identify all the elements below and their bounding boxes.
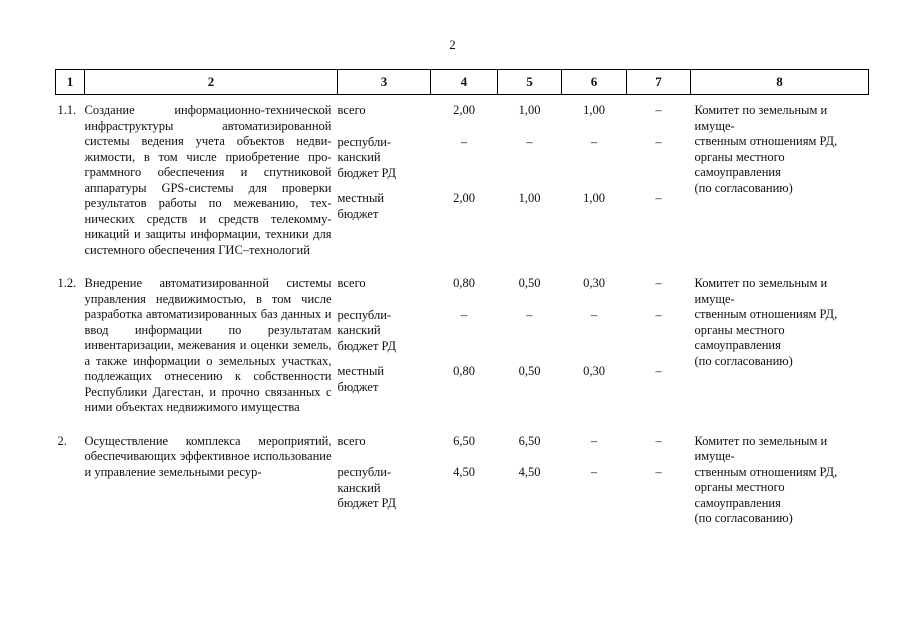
value-block bbox=[627, 364, 691, 395]
funding-source-label: бюджет РД bbox=[337, 165, 397, 180]
funding-source-label: всего bbox=[337, 433, 366, 448]
responsible-line: ственным отношениям РД, bbox=[694, 464, 838, 479]
amount-value: – bbox=[655, 465, 662, 479]
responsible-line: органы местного самоуправления bbox=[694, 480, 785, 510]
header-col-4: 4 bbox=[431, 70, 498, 95]
row-number: 1.2. bbox=[57, 276, 77, 290]
funding-source-label: бюджет bbox=[337, 206, 379, 221]
amount-value: 6,50 bbox=[453, 433, 475, 448]
value-block bbox=[562, 191, 627, 222]
value-block bbox=[627, 191, 691, 222]
funding-source-label: всего bbox=[337, 103, 366, 117]
funding-sources-cell bbox=[338, 426, 431, 527]
value-block bbox=[627, 135, 691, 182]
funding-source-label: республи- bbox=[337, 465, 392, 479]
amount-value: – bbox=[655, 276, 662, 290]
table-row bbox=[56, 95, 869, 269]
amount-value: 6,50 bbox=[518, 433, 541, 448]
funding-sources-cell bbox=[338, 95, 431, 269]
responsible-line: ственным отношениям РД, bbox=[694, 134, 838, 148]
funding-source-label: республи- bbox=[337, 307, 392, 322]
value-cell-c6 bbox=[562, 426, 627, 527]
responsible-line: органы местного самоуправления bbox=[694, 322, 785, 352]
value-cell-c5 bbox=[498, 268, 562, 426]
funding-source-label: всего bbox=[337, 276, 366, 290]
amount-value: 0,50 bbox=[518, 276, 541, 290]
funding-source-label: канский bbox=[337, 323, 381, 337]
responsible-line: ственным отношениям РД, bbox=[694, 307, 838, 321]
funding-source bbox=[338, 465, 431, 512]
amount-value: – bbox=[590, 465, 598, 479]
row-number: 1.1. bbox=[57, 103, 77, 117]
value-block bbox=[498, 191, 562, 222]
budget-table bbox=[55, 69, 869, 527]
table-body bbox=[56, 95, 869, 527]
table-row bbox=[56, 426, 869, 527]
value-cell-c4 bbox=[431, 426, 498, 527]
value-block bbox=[627, 465, 691, 512]
amount-value: 0,50 bbox=[518, 364, 541, 378]
value-cell-c6 bbox=[562, 268, 627, 426]
value-block bbox=[562, 465, 627, 512]
value-block bbox=[431, 276, 498, 292]
value-block bbox=[431, 135, 498, 182]
header-col-6: 6 bbox=[562, 70, 627, 95]
value-block bbox=[627, 434, 691, 450]
value-cell-c7 bbox=[627, 426, 691, 527]
funding-source-label: бюджет bbox=[337, 379, 379, 394]
funding-source bbox=[338, 191, 431, 222]
funding-source bbox=[338, 434, 431, 450]
responsible-party bbox=[691, 426, 869, 527]
responsible-line: органы местного самоуправления bbox=[694, 149, 785, 179]
header-col-5: 5 bbox=[498, 70, 562, 95]
row-number: 2. bbox=[57, 433, 67, 448]
amount-value: – bbox=[655, 134, 662, 149]
amount-value: 1,00 bbox=[518, 191, 541, 205]
responsible-line: Комитет по земельным и имуще- bbox=[694, 433, 828, 463]
funding-source bbox=[338, 308, 431, 355]
amount-value: 0,80 bbox=[453, 276, 475, 290]
table-row bbox=[56, 268, 869, 426]
responsible-party bbox=[691, 268, 869, 426]
header-row bbox=[56, 70, 869, 95]
value-cell-c5 bbox=[498, 95, 562, 269]
value-cell-c6 bbox=[562, 95, 627, 269]
funding-source-label: республи- bbox=[337, 134, 392, 149]
header-col-3: 3 bbox=[338, 70, 431, 95]
value-block bbox=[431, 364, 498, 395]
amount-value: 0,30 bbox=[583, 364, 605, 378]
value-block bbox=[431, 434, 498, 450]
value-cell-c4 bbox=[431, 95, 498, 269]
amount-value: 0,80 bbox=[453, 364, 475, 378]
header-col-1: 1 bbox=[56, 70, 85, 95]
amount-value: 4,50 bbox=[453, 465, 475, 479]
value-block bbox=[498, 465, 562, 512]
row-description: Осуществление комплекса мероприятий, обеспечивающих эффективное использование и управление земельными ресур- bbox=[84, 433, 332, 479]
funding-source-label: местный bbox=[337, 364, 385, 378]
funding-source bbox=[338, 364, 431, 395]
header-col-7: 7 bbox=[627, 70, 691, 95]
value-block bbox=[498, 135, 562, 182]
amount-value: – bbox=[655, 191, 662, 205]
amount-value: – bbox=[655, 103, 662, 117]
amount-value: – bbox=[590, 307, 598, 322]
header-col-2: 2 bbox=[85, 70, 338, 95]
funding-sources-cell bbox=[338, 268, 431, 426]
value-cell-c4 bbox=[431, 268, 498, 426]
amount-value: – bbox=[526, 134, 533, 149]
value-block bbox=[431, 191, 498, 222]
amount-value: – bbox=[590, 134, 598, 149]
value-block bbox=[498, 103, 562, 119]
header-col-8: 8 bbox=[691, 70, 869, 95]
amount-value: – bbox=[655, 433, 662, 448]
value-block bbox=[431, 465, 498, 512]
funding-source bbox=[338, 135, 431, 182]
amount-value: – bbox=[590, 433, 598, 448]
value-block bbox=[562, 308, 627, 355]
value-cell-c5 bbox=[498, 426, 562, 527]
value-block bbox=[627, 308, 691, 355]
value-block bbox=[627, 103, 691, 119]
amount-value: 2,00 bbox=[453, 103, 475, 117]
funding-source-label: бюджет РД bbox=[337, 338, 397, 353]
value-block bbox=[562, 434, 627, 450]
value-block bbox=[562, 103, 627, 119]
value-block bbox=[498, 276, 562, 292]
funding-source bbox=[338, 276, 431, 292]
funding-source bbox=[338, 103, 431, 119]
amount-value: – bbox=[655, 307, 662, 322]
value-block bbox=[562, 364, 627, 395]
page-number: 2 bbox=[449, 37, 456, 52]
value-block bbox=[627, 276, 691, 292]
value-cell-c7 bbox=[627, 268, 691, 426]
amount-value: 1,00 bbox=[583, 103, 605, 117]
row-description: Внедрение автоматизированной системы управления недвижимостью, в том числе разработка автоматизированных баз данных и ввод информации по результатам инвентаризации, межевания и оценки земель, а также информации о земельных участках, подлежащих отнесению к собственности Республики Дагестан, и прочно связанных с ними объектах недвижимого имущества bbox=[84, 276, 332, 414]
responsible-line: Комитет по земельным и имуще- bbox=[694, 103, 828, 133]
row-description: Создание информационно-технической инфраструктуры автоматизированной системы ведения учета объектов недвижимости, в том числе приобретение программного обеспечения и спутниковой аппаратуры GPS-системы для проверки результатов работы по межеванию, технических средств и средств телекоммуникаций и защиты информации, техники для системного обеспечения ГИС–технологий bbox=[84, 103, 332, 257]
value-cell-c7 bbox=[627, 95, 691, 269]
value-block bbox=[498, 308, 562, 355]
value-block bbox=[431, 103, 498, 119]
value-block bbox=[498, 364, 562, 395]
value-block bbox=[498, 434, 562, 450]
responsible-line: (по согласованию) bbox=[694, 353, 793, 368]
amount-value: – bbox=[460, 307, 468, 322]
amount-value: 1,00 bbox=[583, 191, 605, 205]
responsible-line: (по согласованию) bbox=[694, 180, 793, 195]
amount-value: 0,30 bbox=[583, 276, 605, 290]
value-block bbox=[562, 135, 627, 182]
responsible-line: (по согласованию) bbox=[694, 511, 793, 525]
funding-source-label: бюджет РД bbox=[337, 496, 397, 510]
responsible-party bbox=[691, 95, 869, 269]
funding-source-label: канский bbox=[337, 150, 381, 164]
amount-value: – bbox=[526, 307, 533, 322]
amount-value: 2,00 bbox=[453, 191, 475, 205]
funding-source-label: канский bbox=[337, 480, 381, 495]
value-block bbox=[562, 276, 627, 292]
amount-value: 4,50 bbox=[518, 465, 541, 479]
amount-value: – bbox=[655, 364, 662, 378]
responsible-line: Комитет по земельным и имуще- bbox=[694, 276, 828, 306]
value-block bbox=[431, 308, 498, 355]
funding-source-label: местный bbox=[337, 191, 385, 205]
amount-value: 1,00 bbox=[518, 103, 541, 117]
amount-value: – bbox=[460, 134, 468, 149]
budget-table-container bbox=[55, 69, 868, 527]
